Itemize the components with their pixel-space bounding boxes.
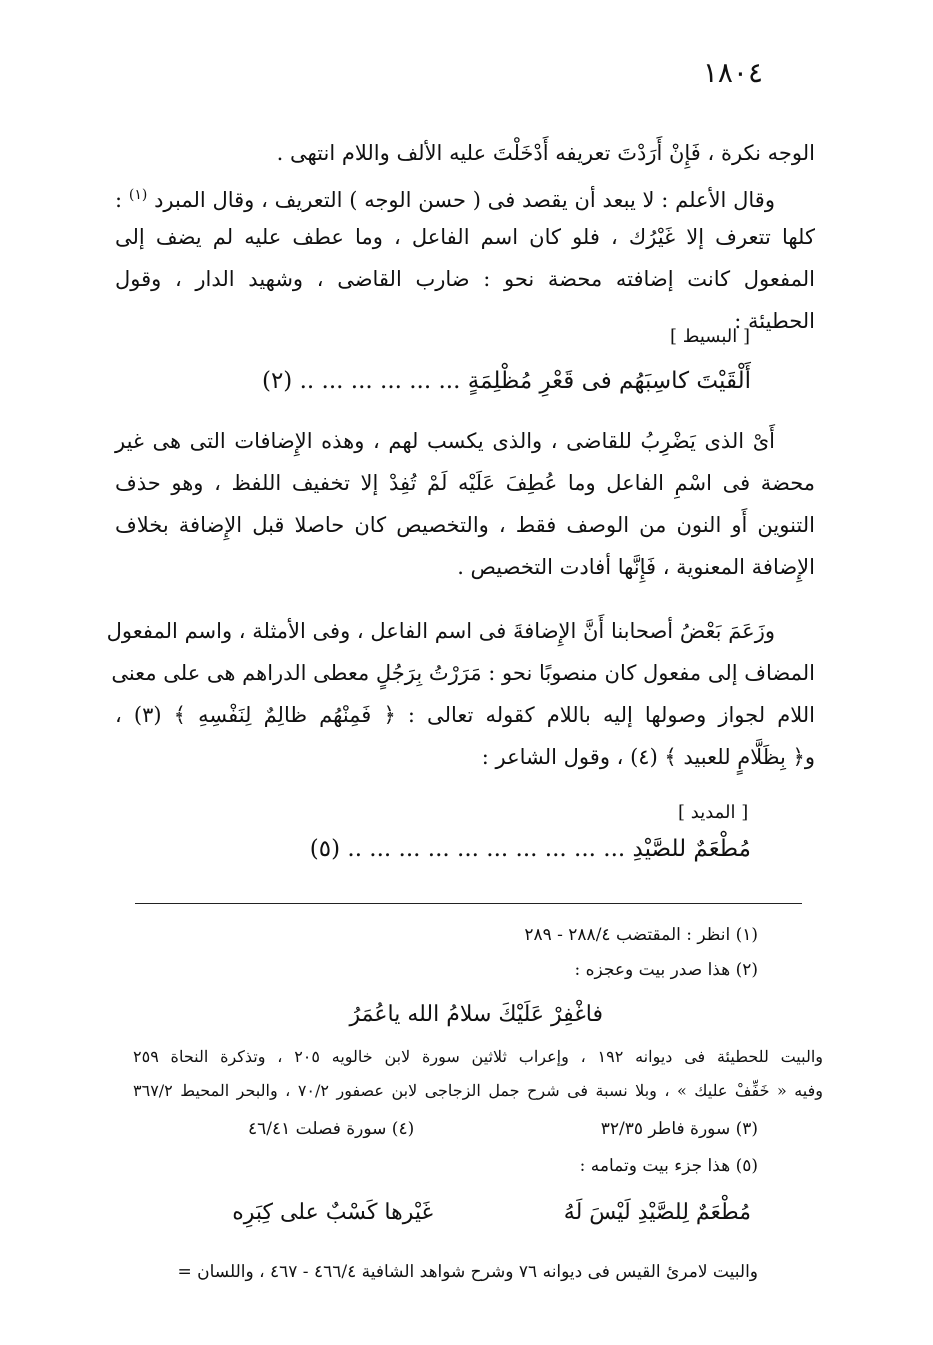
paragraph-1	[115, 132, 815, 342]
footnote-1: (١) انظر : المقتضب ٢٨٨/٤ - ٢٨٩	[524, 925, 758, 945]
footnote-5: (٥) هذا جزء بيت وتمامه :	[579, 1156, 758, 1176]
paragraph-3	[106, 610, 815, 778]
meter-label: [ البسيط ]	[670, 326, 750, 347]
text-line: التنوين أَو النون من الوصف فقط ، والتخصيص كان حاصلا قبل الإِضافة بخلاف	[115, 513, 815, 537]
page-number: ١٨٠٤	[702, 56, 763, 89]
line-text: وقال الأعلم : لا يبعد أن يقصد فى ( حسن الوجه ) التعريف ، وقال المبرد	[154, 188, 775, 212]
footnote-2: (٢) هذا صدر بيت وعجزه :	[574, 960, 758, 980]
paragraph-2	[115, 420, 815, 588]
text-line: المضاف إلى مفعول كان منصوبًا نحو : مَرَرْتُ بِرَجُلٍ معطى الدراهم هى على معنى	[111, 661, 815, 685]
text-line: و﴿ بِظَلَّامٍ للعبيد ﴾ (٤) ، وقول الشاعر :	[481, 745, 815, 769]
text-line: أَىْ الذى يَضْرِبُ للقاضى ، والذى يكسب لهم ، وهذه الإِضافات التى هى غير	[115, 429, 775, 453]
verse-line: أَلْقَيْتَ كاسِبَهُم فى قَعْرِ مُظْلِمَةٍ ... ... ... ... ... .. (٢)	[261, 368, 751, 394]
text-line	[115, 174, 815, 216]
text-line: الإِضافة المعنوية ، فَإِنَّها أفادت التخصيص .	[457, 555, 815, 579]
footnote-source: والبيت للحطيئة فى ديوانه ١٩٢ ، وإعراب ثلاثين سورة لابن خالويه ٢٠٥ ، وتذكرة النحاة ٢٥٩	[133, 1047, 823, 1066]
verse-line: مُطْعَمٌ للصَّيْدِ ... ... ... ... ... ... ... ... ... .. (٥)	[309, 836, 751, 862]
text-line: اللام لجواز وصولها إليه باللام كقوله تعالى : ﴿ فَمِنْهُم ظالِمٌ لِنَفْسِهِ ﴾ (٣) ،	[115, 703, 815, 727]
footnote-verse: فاغْفِرْ عَلَيْكَ سلامُ الله ياعُمَرُ	[349, 1002, 603, 1027]
line-end: :	[115, 188, 123, 212]
text-line: الحطيئة :	[734, 309, 815, 333]
footnote-source: والبيت لامرئ القيس فى ديوانه ٧٦ وشرح شواهد الشافية ٤٦٦/٤ - ٤٦٧ ، واللسان =	[177, 1262, 758, 1282]
text-line: محضة فى اسْمِ الفاعل وما عُطِفَ عَلَيْه لَمْ تُفِدْ إلا تخفيف اللفظ ، وهو حذف	[115, 471, 815, 495]
text-line: وزَعَمَ بَعْضُ أصحابنا أَنَّ الإِضافةَ فى اسم الفاعل ، وفى الأمثلة ، واسم المفعول	[106, 619, 775, 643]
footnote-4: (٤) سورة فصلت ٤٦/٤١	[248, 1119, 415, 1139]
footnote-verse-first-half: مُطْعَمٌ لِلصَّيْدِ لَيْسَ لَهُ	[563, 1200, 751, 1225]
footnote-row	[248, 1119, 758, 1139]
footnote-verse-second-half: غَيْرها كَسْبٌ على كِبَرِه	[232, 1200, 433, 1225]
footnote-source: وفيه « خَفِّفْ عليك » ، وبلا نسبة فى شرح جمل الزجاجى لابن عصفور ٧٠/٢ ، والبحر المحيط ٣٦٧/٢	[133, 1081, 824, 1100]
meter-label: [ المديد ]	[678, 802, 749, 823]
footnote-ref: (١)	[128, 187, 148, 203]
footnote-divider	[135, 903, 802, 904]
text-line: المفعول كانت إضافته محضة نحو : ضارب القاضى ، وشهيد الدار ، وقول	[115, 267, 815, 291]
text-line: كلها تتعرف إلا غَيْرُك ، فلو كان اسم الفاعل ، وما عطف عليه لم يضف إلى	[115, 225, 815, 249]
footnote-3: (٣) سورة فاطر ٣٢/٣٥	[600, 1119, 758, 1139]
text-line: الوجه نكرة ، فَإِنْ أَرَدْتَ تعريفه أَدْخَلْتَ عليه الألف واللام انتهى .	[276, 141, 815, 165]
